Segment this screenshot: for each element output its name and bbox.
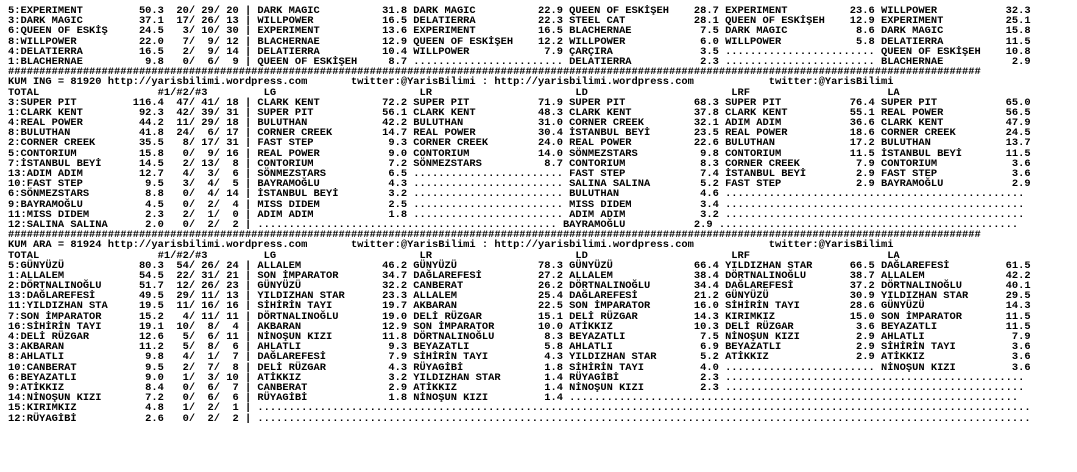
report-line: 10:FAST STEP 9.5 3/ 4/ 5 | BAYRAMOĞLU 4.3 ........................ SALINA SALINA 5.2 FAST STEP 2.9 BAYRAMOĞLU 2.9: [8, 178, 1031, 191]
report-line: 11:YILDIZHAN STA 19.5 11/ 16/ 16 | SİHİRİN TAYI 19.7 AKBARAN 22.5 SON İMPARATOR 16.0 SİHİRİN TAYI 28.6 GÜNYÜZÜ 14.3: [8, 300, 1031, 313]
report-line: 3:DARK MAGIC 37.1 17/ 26/ 13 | WILLPOWER 16.5 DELATIERRA 22.3 STEEL CAT 28.1 QUEEN OF ESKİŞEH 12.9 EXPERIMENT 25.1: [8, 15, 1031, 28]
report-line: 6:BEYAZATLI 9.0 1/ 3/ 10 | ATİKKIZ 3.2 YILDIZHAN STAR 1.4 RÜYAGİBİ 2.3 ................................................: [8, 371, 1025, 384]
report-line: 7:İSTANBUL BEYİ 14.5 2/ 13/ 8 | CONTORIUM 7.2 SÖNMEZSTARS 8.7 CONTORIUM 8.3 CORNER CREEK 7.9 CONTORIUM 3.6: [8, 157, 1031, 170]
report-line: 1:BLACHERNAE 9.8 0/ 6/ 9 | QUEEN OF ESKİŞEH 8.7 ........................ DELATIERRA 2.3 ........................ BLACHERNAE 2.9: [8, 55, 1031, 68]
race-header-line: KUM ARA = 81924 http://yarisbilimi.wordpress.com twitter:@YarisBilimi : http://yarisbilimi.wordpress.com twitter:@YarisBilimi: [8, 239, 894, 252]
report-line: 12:SALINA SALINA 2.0 0/ 2/ 2 | ................................................ BAYRAMOĞLU 2.9 ................................................: [8, 218, 1019, 231]
report-line: 6:QUEEN OF ESKİŞ 24.5 3/ 10/ 30 | EXPERIMENT 13.6 EXPERIMENT 16.5 BLACHERNAE 7.5 DARK MAGIC 8.6 DARK MAGIC 15.8: [8, 25, 1031, 38]
report-line: 14:NİNOŞUN KIZI 7.2 0/ 6/ 6 | RÜYAGİBİ 1.8 NİNOŞUN KIZI 1.4 ........................................................................: [8, 392, 1019, 405]
report-line: 5:CONTORIUM 15.8 0/ 9/ 16 | REAL POWER 9.0 CONTORIUM 14.0 SÖNMEZSTARS 9.8 CONTORIUM 11.5 İSTANBUL BEYİ 11.5: [8, 147, 1031, 160]
report-line: 3:AKBARAN 11.2 5/ 8/ 6 | AHLATLI 9.3 BEYAZATLI 5.8 AHLATLI 6.9 BEYAZATLI 2.9 SİHİRİN TAYI 3.6: [8, 341, 1031, 354]
report-line: 16:SİHİRİN TAYI 19.1 10/ 8/ 4 | AKBARAN 12.9 SON İMPARATOR 10.0 ATİKKIZ 10.3 DELİ RÜZGAR 3.6 BEYAZATLI 11.5: [8, 320, 1031, 333]
report-line: 8:AHLATLI 9.8 4/ 1/ 7 | DAĞLAREFESİ 7.9 SİHİRİN TAYI 4.3 YILDIZHAN STAR 5.2 ATİKKIZ 2.9 ATİKKIZ 3.6: [8, 351, 1031, 364]
report-line: 4:DELATIERRA 16.5 2/ 9/ 14 | DELATIERRA 10.4 WILLPOWER 7.9 ÇARÇIRA 3.5 ........................ QUEEN OF ESKİŞEH 10.8: [8, 45, 1031, 58]
column-header-line: TOTAL #1/#2/#3 LG LR LD LRF LA: [8, 86, 900, 99]
report-line: 9:ATİKKIZ 8.4 0/ 6/ 7 | CANBERAT 2.9 ATİKKIZ 1.4 NİNOŞUN KIZI 2.3 ................................................: [8, 381, 1025, 394]
report-line: 10:CANBERAT 9.5 2/ 7/ 8 | DELİ RÜZGAR 4.3 RÜYAGİBİ 1.8 SİHİRİN TAYI 4.0 ........................ NİNOŞUN KIZI 3.6: [8, 361, 1031, 374]
report-line: 9:BAYRAMOĞLU 4.5 0/ 2/ 4 | MISS DIDEM 2.5 ........................ MISS DIDEM 3.4 ................................................: [8, 198, 1025, 211]
report-line: 13:ADIM ADIM 12.7 4/ 3/ 6 | SÖNMEZSTARS 6.5 ........................ FAST STEP 7.4 İSTANBUL BEYİ 2.9 FAST STEP 3.6: [8, 168, 1031, 180]
report-line: 4:REAL POWER 44.2 11/ 29/ 18 | BULUTHAN 42.2 BULUTHAN 31.0 CORNER CREEK 32.1 ADIM ADIM 36.6 CLARK KENT 47.9: [8, 117, 1031, 130]
report-line: 8:BULUTHAN 41.8 24/ 6/ 17 | CORNER CREEK 14.7 REAL POWER 30.4 İSTANBUL BEYİ 23.5 REAL POWER 18.6 CORNER CREEK 24.5: [8, 127, 1031, 140]
report-line: 4:DELİ RÜZGAR 12.6 5/ 6/ 11 | NİNOŞUN KIZI 11.8 DÖRTNALINOĞLU 8.3 BEYAZATLI 7.5 NİNOŞUN KIZI 2.9 AHLATLI 7.9: [8, 331, 1031, 343]
report-line: 13:DAĞLAREFESİ 49.5 29/ 11/ 13 | YILDIZHAN STAR 23.3 ALLALEM 25.4 DAĞLAREFESİ 21.2 GÜNYÜZÜ 30.9 YILDIZHAN STAR 29.5: [8, 290, 1031, 303]
report-line: 15:KIRIMKIZ 4.8 1/ 2/ 1 | ............................................................................................................................: [8, 402, 1031, 415]
report-line: 1:CLARK KENT 92.3 42/ 39/ 31 | SUPER PIT 56.1 CLARK KENT 48.3 CLARK KENT 37.8 CLARK KENT 55.1 REAL POWER 56.5: [8, 106, 1031, 119]
separator-line: ############################################################################################################################################################: [8, 66, 981, 79]
report-line: 8:WILLPOWER 22.0 7/ 9/ 12 | BLACHERNAE 12.9 QUEEN OF ESKİŞEH 12.2 WILLPOWER 6.0 WILLPOWER 5.8 DELATIERRA 11.5: [8, 35, 1031, 48]
report-line: 11:MISS DIDEM 2.3 2/ 1/ 0 | ADIM ADIM 1.8 ........................ ADIM ADIM 3.2 ................................................: [8, 208, 1025, 221]
report-line: 5:GÜNYÜZÜ 80.3 54/ 26/ 24 | ALLALEM 46.2 GÜNYÜZÜ 78.3 GÜNYÜZÜ 66.4 YILDIZHAN STAR 66.5 DAĞLAREFESİ 61.5: [8, 259, 1031, 272]
report-line: 7:SON İMPARATOR 15.2 4/ 11/ 11 | DÖRTNALINOĞLU 19.0 DELİ RÜZGAR 15.1 DELİ RÜZGAR 14.3 KIRIMKIZ 15.0 SON İMPARATOR 11.5: [8, 310, 1031, 323]
separator-line: ############################################################################################################################################################: [8, 229, 981, 242]
report-line: 5:EXPERIMENT 50.3 20/ 29/ 20 | DARK MAGIC 31.8 DARK MAGIC 22.9 QUEEN OF ESKİŞEH 28.7 EXPERIMENT 23.6 WILLPOWER 32.3: [8, 5, 1031, 17]
column-header-line: TOTAL #1/#2/#3 LG LR LD LRF LA: [8, 249, 900, 262]
report-line: 2:CORNER CREEK 35.5 8/ 17/ 31 | FAST STEP 9.3 CORNER CREEK 24.0 REAL POWER 22.6 BULUTHAN 17.2 BULUTHAN 13.7: [8, 137, 1031, 150]
report-line: 3:SUPER PIT 116.4 47/ 41/ 18 | CLARK KENT 72.2 SUPER PIT 71.9 SUPER PIT 68.3 SUPER PIT 76.4 SUPER PIT 65.0: [8, 96, 1031, 109]
race-header-line: KUM ING = 81920 http://yarisbilimi.wordpress.com twitter:@YarisBilimi : http://yarisbilimi.wordpress.com twitter:@YarisBilimi: [8, 76, 894, 89]
report-line: 12:RÜYAGİBİ 2.6 0/ 2/ 2 | ............................................................................................................................: [8, 412, 1031, 425]
report-line: 6:SÖNMEZSTARS 8.8 0/ 4/ 14 | İSTANBUL BEYİ 3.2 ........................ BULUTHAN 4.6 ................................................: [8, 188, 1025, 201]
report-line: 1:ALLALEM 54.5 22/ 31/ 21 | SON İMPARATOR 34.7 DAĞLAREFESİ 27.2 ALLALEM 38.4 DÖRTNALINOĞLU 38.7 ALLALEM 42.2: [8, 269, 1031, 282]
report-line: 2:DÖRTNALINOĞLU 51.7 12/ 26/ 23 | GÜNYÜZÜ 32.2 CANBERAT 26.2 DÖRTNALINOĞLU 34.4 DAĞLAREFESİ 37.2 DÖRTNALINOĞLU 40.1: [8, 280, 1031, 293]
